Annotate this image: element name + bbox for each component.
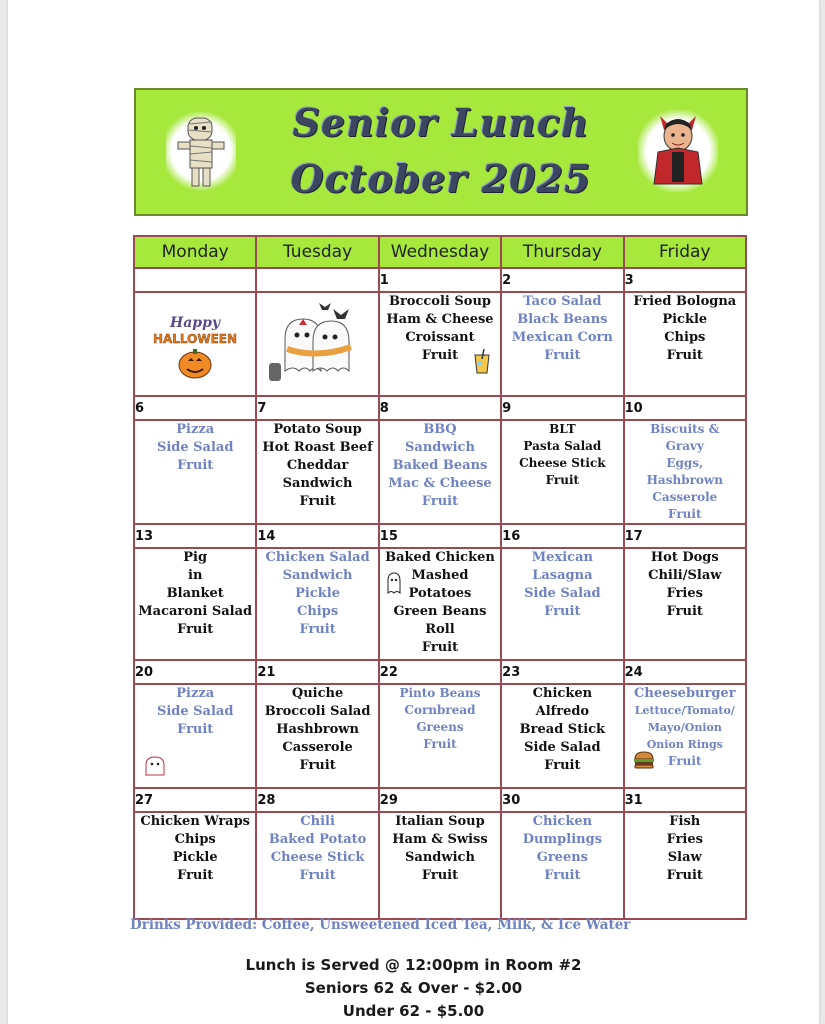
menu-item: Black Beans [517,312,608,327]
menu-item: Ham & Swiss [392,832,488,847]
menu-item: Fruit [299,622,336,637]
menu-item: Greens [536,850,588,865]
menu-item: Chips [664,330,706,345]
menu-item: BLT [549,422,576,436]
date-number [256,268,378,292]
date-row [134,268,746,292]
date-number: 9 [501,396,623,420]
menu-item: Eggs, [666,456,704,470]
menu-item: Side Salad [524,586,601,601]
menu-item: Fruit [177,722,214,737]
menu-item: Mac & Cheese [388,476,492,491]
menu-item: Fruit [544,758,581,773]
menu-item: Hot Dogs [650,550,719,565]
menu-cell [256,420,378,524]
menu-item: Dumplings [522,832,603,847]
day-header-thursday: Thursday [501,236,623,268]
menu-item: Sandwich [282,568,353,583]
menu-row [134,684,746,788]
date-number: 2 [501,268,623,292]
date-number: 28 [256,788,378,812]
menu-item: Pasta Salad [523,439,602,453]
date-number: 21 [256,660,378,684]
date-number: 30 [501,788,623,812]
menu-item: Mexican Corn [511,330,613,345]
menu-item: Fruit [299,494,336,509]
menu-item: Chili [300,814,335,829]
menu-item: Fruit [666,348,703,363]
menu-cell [134,420,256,524]
menu-item: Sandwich [282,476,353,491]
serving-time: Lunch is Served @ 12:00pm in Room #2 [245,956,582,974]
menu-item: Fries [666,586,703,601]
menu-item: Fruit [668,754,702,768]
menu-item: Ham & Cheese [386,312,494,327]
menu-item: Taco Salad [523,294,602,309]
date-number: 10 [624,396,746,420]
menu-item: Chili/Slaw [648,568,722,583]
date-number: 27 [134,788,256,812]
menu-cell [379,292,501,396]
menu-item: Fruit [668,507,702,521]
menu-cell [624,812,746,919]
title-banner [134,88,748,216]
date-number: 3 [624,268,746,292]
menu-row [134,292,746,396]
menu-item: Fruit [177,458,214,473]
menu-cell [256,292,378,396]
date-number: 8 [379,396,501,420]
menu-row [134,548,746,660]
menu-item: Chicken [532,686,593,701]
menu-item: Fruit [177,622,214,637]
menu-item: Chips [297,604,339,619]
menu-item: Fruit [421,640,459,655]
date-number: 7 [256,396,378,420]
date-number: 22 [379,660,501,684]
menu-item: Fruit [421,494,459,509]
menu-item: Mashed [411,568,469,583]
menu-item: Fruit [544,348,581,363]
menu-cell [624,684,746,788]
menu-cell [501,548,623,660]
menu-item: Italian Soup [395,814,485,829]
date-row [134,660,746,684]
menu-cell [624,548,746,660]
menu-item: Alfredo [535,704,590,719]
menu-cell [501,420,623,524]
menu-item: Macaroni Salad [138,604,253,619]
date-number: 23 [501,660,623,684]
menu-item: Sandwich [405,440,475,455]
drink-icon [472,349,492,381]
devil-icon [638,110,718,192]
menu-item: Green Beans [393,604,487,619]
day-header-wednesday: Wednesday [379,236,501,268]
menu-item: Pizza [176,686,215,701]
menu-item: Hashbrown [646,473,723,487]
date-row [134,788,746,812]
menu-item: Cheese Stick [270,850,365,865]
page-sheet [8,0,819,1024]
menu-cell [134,292,256,396]
menu-item: Gravy [665,439,704,453]
menu-cell [134,812,256,919]
menu-item: Fries [666,832,703,847]
menu-item: Broccoli Soup [388,294,491,309]
menu-item: Fruit [544,604,581,619]
menu-item: Pickle [172,850,218,865]
date-row [134,396,746,420]
under-62-price: Under 62 - $5.00 [342,1002,485,1020]
menu-item: Onion Rings [646,738,723,751]
menu-row [134,420,746,524]
menu-calendar [133,235,747,920]
menu-cell [256,684,378,788]
menu-item: Biscuits & [650,422,720,436]
menu-row [134,812,746,919]
menu-item: Chicken Salad [265,550,370,565]
menu-item: Fruit [299,758,336,773]
menu-item: Broccoli Salad [264,704,371,719]
menu-item: Fruit [544,868,581,883]
menu-item: Fruit [421,868,459,883]
menu-item: Fruit [299,868,336,883]
date-number: 29 [379,788,501,812]
menu-cell [624,292,746,396]
menu-cell [501,292,623,396]
senior-price: Seniors 62 & Over - $2.00 [304,979,523,997]
menu-item: Quiche [291,686,344,701]
menu-item: Lettuce/Tomato/ [634,704,735,717]
date-number: 6 [134,396,256,420]
menu-item: Fruit [177,868,214,883]
menu-item: Roll [425,622,455,637]
menu-cell [379,684,501,788]
menu-item: Cheeseburger [634,686,736,701]
menu-item: Slaw [667,850,702,865]
menu-item: Pickle [295,586,341,601]
date-number: 24 [624,660,746,684]
menu-item: Cornbread [404,703,476,717]
ghosts-bats [257,299,377,393]
menu-item: Lasagna [532,568,593,583]
date-number: 17 [624,524,746,548]
date-number: 13 [134,524,256,548]
drinks-note: Drinks Provided: Coffee, Unsweetened Iced Tea, Milk, & Ice Water [130,917,631,933]
day-header-tuesday: Tuesday [256,236,378,268]
menu-item: Fruit [666,604,703,619]
menu-item: Sandwich [405,850,475,865]
ghost-icon [143,755,167,783]
menu-item: Casserole [282,740,353,755]
title-line-1: Senior Lunch [292,100,590,145]
menu-item: Greens [416,720,464,734]
menu-item: Baked Potato [268,832,367,847]
menu-item: Croissant [405,330,475,345]
menu-cell [256,548,378,660]
menu-item: Pizza [176,422,215,437]
menu-item: Fruit [423,737,457,751]
menu-item: Pinto Beans [399,686,481,700]
menu-cell [501,812,623,919]
menu-cell [624,420,746,524]
menu-cell [256,812,378,919]
day-header-friday: Friday [624,236,746,268]
menu-item: Casserole [652,490,718,504]
menu-item: Fruit [666,868,703,883]
menu-item: Pig [183,550,208,565]
date-number: 20 [134,660,256,684]
date-number: 16 [501,524,623,548]
menu-item: Fish [669,814,701,829]
menu-cell [134,684,256,788]
date-number: 31 [624,788,746,812]
menu-cell [501,684,623,788]
menu-item: Potato Soup [273,422,362,437]
svg-text:HALLOWEEN: HALLOWEEN [153,332,238,346]
menu-item: Fruit [545,473,580,487]
title-line-2: October 2025 [290,156,592,201]
menu-item: Blanket [166,586,224,601]
svg-text:Happy: Happy [170,315,221,331]
happy-halloween-pumpkin [135,313,255,389]
menu-item: Potatoes [408,586,472,601]
menu-item: Side Salad [156,440,234,455]
menu-item: Chicken Wraps [140,814,250,829]
menu-item: Baked Chicken [385,550,495,565]
date-row [134,524,746,548]
menu-item: Mayo/Onion [647,721,722,734]
ghost-icon [386,571,402,603]
menu-item: Mexican [531,550,593,565]
burger-icon [633,751,655,774]
menu-item: Cheddar [286,458,349,473]
date-number [134,268,256,292]
day-header-row [134,236,746,268]
menu-cell [379,420,501,524]
menu-item: Fruit [421,348,459,363]
date-number: 14 [256,524,378,548]
menu-item: Cheese Stick [519,456,606,470]
day-header-monday: Monday [134,236,256,268]
menu-item: in [188,568,203,583]
menu-item: Side Salad [156,704,234,719]
menu-item: Bread Stick [519,722,606,737]
menu-item: Baked Beans [392,458,488,473]
menu-cell [379,548,501,660]
menu-item: Chips [174,832,216,847]
menu-item: Side Salad [524,740,601,755]
menu-item: Chicken [532,814,593,829]
menu-item: Hashbrown [276,722,359,737]
date-number: 15 [379,524,501,548]
menu-item: Hot Roast Beef [262,440,373,455]
menu-cell [134,548,256,660]
menu-cell [379,812,501,919]
date-number: 1 [379,268,501,292]
menu-item: Pickle [662,312,708,327]
menu-item: BBQ [423,422,457,437]
menu-item: Fried Bologna [633,294,737,309]
